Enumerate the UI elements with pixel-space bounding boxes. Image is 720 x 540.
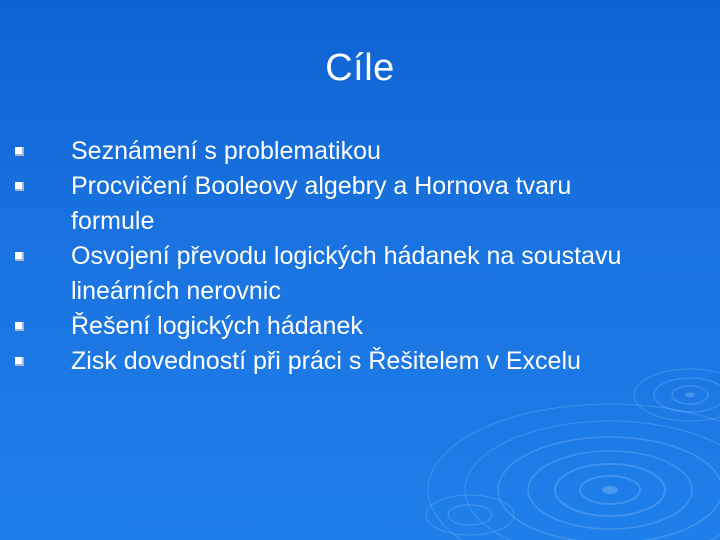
bullet-item-3 — [0, 239, 720, 309]
bullet-text: Procvičení Booleovy algebry a Hornova tvaru formule — [71, 172, 572, 235]
square-bullet-icon — [15, 357, 24, 366]
square-bullet-icon — [15, 182, 24, 191]
bullet-text: Seznámení s problematikou — [71, 137, 381, 165]
square-bullet-icon — [15, 322, 24, 331]
slide-title: Cíle — [325, 47, 395, 89]
bullet-text: Zisk dovedností při práci s Řešitelem v Excelu — [71, 347, 581, 375]
bullet-item-2 — [0, 169, 720, 239]
bullet-item-4 — [0, 309, 720, 344]
bullet-list — [0, 134, 720, 379]
square-bullet-icon — [15, 252, 24, 261]
bullet-text: Osvojení převodu logických hádanek na soustavu lineárních nerovnic — [71, 242, 622, 305]
bullet-text: Řešení logických hádanek — [71, 312, 363, 340]
bullet-item-1 — [0, 134, 720, 169]
square-bullet-icon — [15, 147, 24, 156]
bullet-item-5 — [0, 344, 720, 379]
